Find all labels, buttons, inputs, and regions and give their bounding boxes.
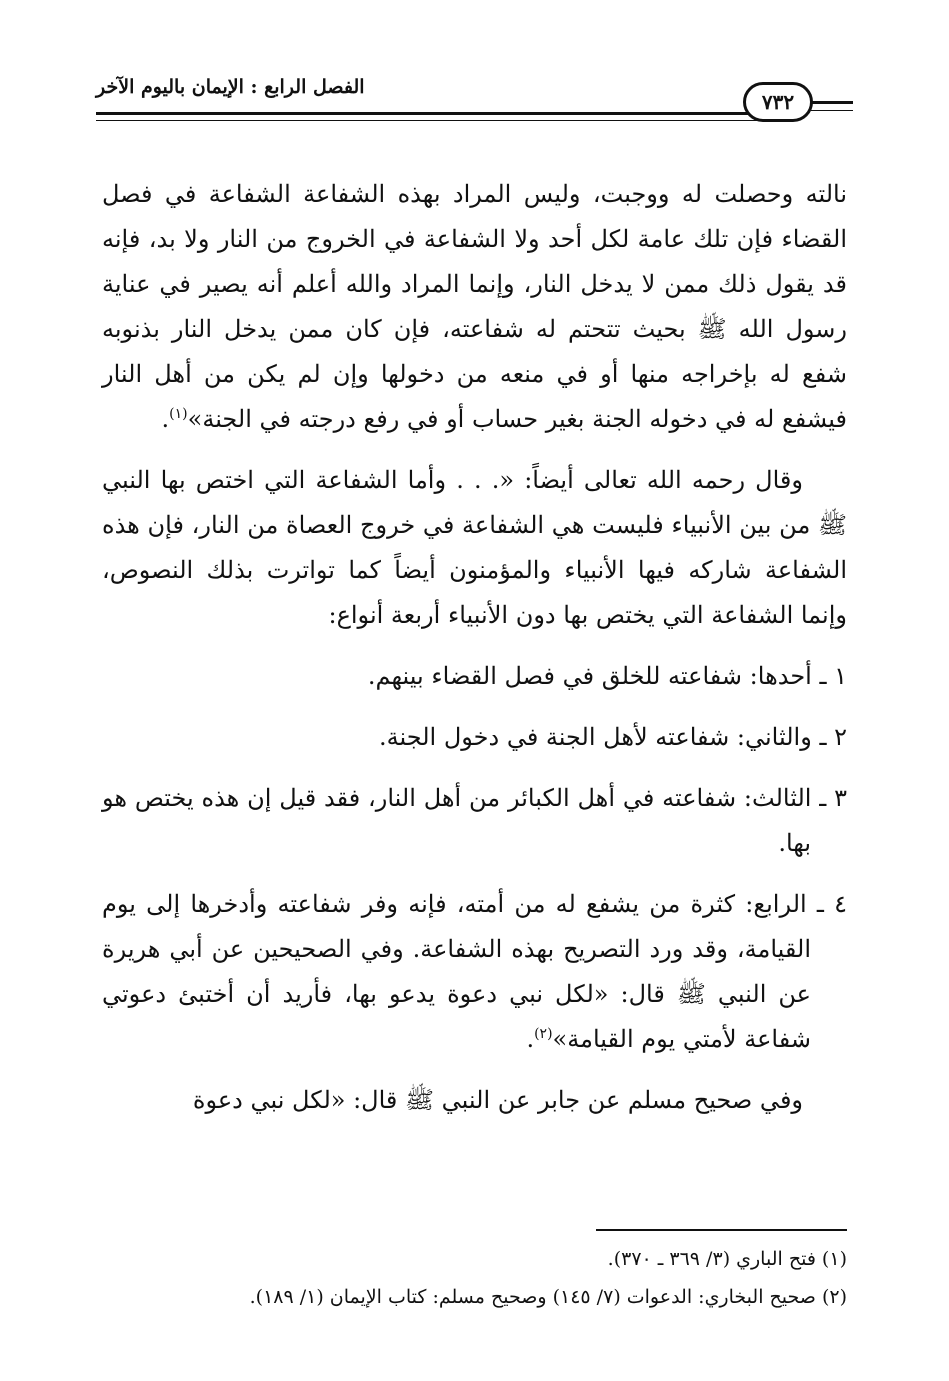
list-item-3: ٣ ـ الثالث: شفاعته في أهل الكبائر من أهل النار، فقد قيل إن هذه يختص هو بها. bbox=[102, 784, 847, 857]
list-item-4-end: . bbox=[526, 1025, 535, 1053]
paragraph-3: وفي صحيح مسلم عن جابر عن النبي ﷺ قال: «لكل نبي دعوة bbox=[192, 1086, 803, 1114]
paragraph-1-end: . bbox=[161, 405, 170, 433]
list-item-4-text: ٤ ـ الرابع: كثرة من يشفع له من أمته، فإنه وفر شفاعته وأدخرها إلى يوم القيامة، وقد ورد التصريح بهذه الشفاعة. وفي الصحيحين عن أبي هريرة عن النبي ﷺ قال: «لكل نبي دعوة يدعو بها، فأريد أن أختبئ دعوتي شفاعة لأمتي يوم القيامة» bbox=[102, 890, 847, 1053]
paragraph-1 bbox=[102, 172, 847, 442]
list-item-1: ١ ـ أحدها: شفاعته للخلق في فصل القضاء بينهم. bbox=[367, 662, 847, 690]
paragraph-1-text: نالته وحصلت له ووجبت، وليس المراد بهذه الشفاعة الشفاعة في فصل القضاء فإن تلك عامة لكل أحد ولا الشفاعة في الخروج من النار ولا بد، فإنه قد يقول ذلك ممن لا يدخل النار، وإنما المراد والله أعلم أنه يصير في عناية رسول الله ﷺ بحيث تتحتم له شفاعته، فإن كان ممن يدخل النار بذنوبه شفع له بإخراجه منها أو في منعه من دخولها وإن لم يكن من أهل النار فيشفع له في دخوله الجنة بغير حساب أو في رفع درجته في الجنة» bbox=[102, 180, 847, 433]
paragraph-2: وقال رحمه الله تعالى أيضاً: «. . . وأما الشفاعة التي اختص بها النبي ﷺ من بين الأنبياء فليست هي الشفاعة في خروج العصاة من النار، فإن هذه الشفاعة شاركه فيها الأنبياء والمؤمنون أيضاً كما تواترت بذلك النصوص، وإنما الشفاعة التي يختص بها دون الأنبياء أربعة أنواع: bbox=[102, 466, 847, 629]
header-double-rule bbox=[96, 112, 757, 121]
main-text bbox=[102, 172, 847, 1139]
footnote-separator bbox=[596, 1229, 847, 1231]
footnote-1: (١) فتح الباري (٣/ ٣٦٩ ـ ٣٧٠). bbox=[607, 1248, 847, 1270]
footnotes bbox=[102, 1240, 847, 1316]
footnote-2: (٢) صحيح البخاري: الدعوات (٧/ ١٤٥) وصحيح مسلم: كتاب الإيمان (١/ ١٨٩). bbox=[249, 1286, 847, 1308]
footnote-ref-1: (١) bbox=[169, 406, 188, 422]
list-item-4 bbox=[102, 882, 847, 1062]
page-number: ٧٣٢ bbox=[743, 82, 813, 122]
footnote-ref-2: (٢) bbox=[534, 1026, 553, 1042]
header-rule-right bbox=[811, 101, 853, 111]
page-header bbox=[96, 74, 853, 134]
chapter-title: الفصل الرابع : الإيمان باليوم الآخر bbox=[96, 76, 365, 98]
list-item-2: ٢ ـ والثاني: شفاعته لأهل الجنة في دخول الجنة. bbox=[379, 723, 847, 751]
